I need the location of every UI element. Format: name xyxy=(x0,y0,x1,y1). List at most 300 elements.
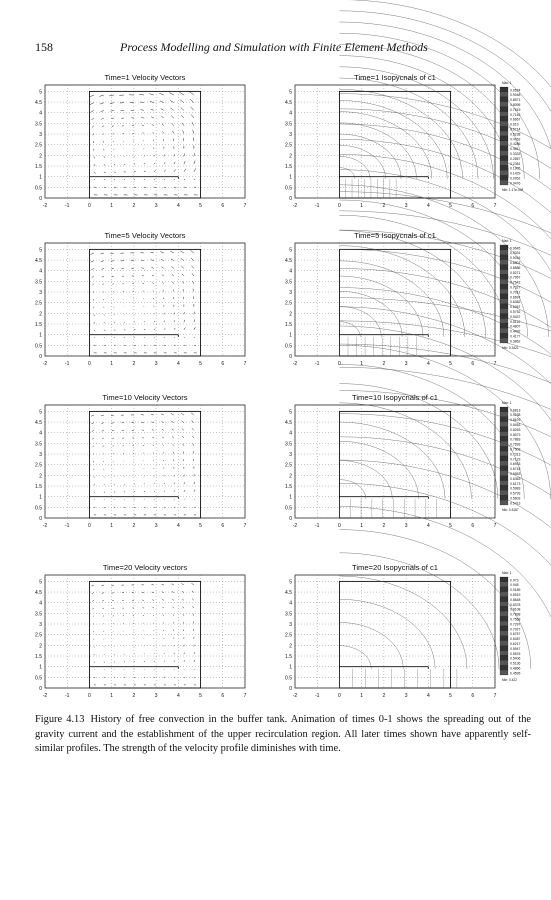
isopycnal-colorbar-segment xyxy=(500,441,508,446)
velocity-vector-arrow xyxy=(193,622,194,624)
velocity-vector-arrow xyxy=(154,163,155,164)
velocity-vector-arrow xyxy=(102,126,104,127)
isopycnal-colorbar-label: 0.7327 xyxy=(510,285,521,290)
isopycnal-colorbar-label: 0.7693 xyxy=(510,442,521,447)
velocity-vector-arrow xyxy=(114,172,116,173)
velocity-vector-arrow xyxy=(161,259,164,260)
velocity-plot-title: Time=1 Velocity Vectors xyxy=(104,73,186,82)
velocity-x-tick-label: 1 xyxy=(110,523,114,529)
velocity-vector-arrow xyxy=(184,320,185,322)
isopycnal-colorbar-segment xyxy=(500,304,508,309)
velocity-x-tick-label: 1 xyxy=(110,361,114,367)
velocity-vector-arrow xyxy=(183,130,184,133)
velocity-vector-arrow xyxy=(194,660,195,662)
velocity-vector-arrow xyxy=(183,452,184,454)
isopycnal-y-tick-label: 0.5 xyxy=(285,185,292,192)
isopycnal-y-tick-label: 0.5 xyxy=(285,343,292,350)
isopycnal-isopycnal-contour xyxy=(339,168,354,179)
velocity-vector-arrow xyxy=(191,421,193,423)
isopycnal-colorbar-segment xyxy=(500,427,508,432)
velocity-vector-arrow xyxy=(94,172,96,174)
isopycnal-colorbar-segment xyxy=(500,651,508,656)
isopycnal-colorbar-label: 0.8801 xyxy=(510,261,521,265)
velocity-vector-arrow xyxy=(154,321,155,322)
isopycnal-colorbar-label: 0.619 xyxy=(510,122,519,127)
isopycnal-colorbar-segment xyxy=(500,587,508,592)
isopycnal-x-tick-label: 6 xyxy=(471,523,475,529)
isopycnal-x-tick-label: -1 xyxy=(314,523,320,529)
isopycnal-colorbar-label: 0.7027 xyxy=(510,627,521,632)
velocity-vector-arrow xyxy=(191,258,194,261)
velocity-vector-arrow xyxy=(113,133,114,134)
isopycnal-x-tick-label: 0 xyxy=(338,361,341,367)
isopycnal-isopycnal-contour xyxy=(339,230,485,336)
velocity-vector-arrow xyxy=(181,421,183,423)
isopycnal-colorbar-segment xyxy=(500,314,508,319)
velocity-vector-arrow xyxy=(94,492,95,493)
isopycnal-y-tick-label: 3 xyxy=(289,452,292,459)
isopycnal-y-tick-label: 0.5 xyxy=(285,675,292,682)
isopycnal-colorbar-label: 0.7123 xyxy=(510,457,521,462)
isopycnal-isopycnal-contour xyxy=(339,599,435,669)
isopycnal-colorbar-segment xyxy=(500,446,508,451)
isopycnal-colorbar-segment xyxy=(500,451,508,456)
isopycnal-colorbar-label: 0.7568 xyxy=(510,617,521,622)
velocity-vector-arrow xyxy=(174,320,175,322)
velocity-vector-arrow xyxy=(93,141,94,143)
velocity-vector-arrow xyxy=(154,661,155,662)
velocity-vector-arrow xyxy=(161,422,163,423)
velocity-vector-arrow xyxy=(93,623,94,624)
isopycnal-colorbar-label: 0.7619 xyxy=(510,107,521,112)
velocity-vector-arrow xyxy=(163,445,164,446)
isopycnal-colorbar-label: 0.7012 xyxy=(510,290,521,295)
isopycnal-x-tick-label: 0 xyxy=(338,523,341,529)
velocity-y-tick-label: 3 xyxy=(39,622,42,629)
velocity-vector-arrow xyxy=(93,299,94,300)
isopycnal-colorbar-segment xyxy=(500,490,508,495)
velocity-vector-arrow xyxy=(114,164,115,165)
velocity-vector-arrow xyxy=(143,140,144,141)
isopycnal-colorbar-label: 0.4866 xyxy=(510,666,521,671)
isopycnal-y-tick-label: 4 xyxy=(289,268,292,275)
velocity-y-tick-label: 4.5 xyxy=(35,258,42,265)
isopycnal-x-tick-label: 2 xyxy=(382,693,386,699)
velocity-vector-arrow xyxy=(183,289,184,291)
velocity-vector-arrow xyxy=(140,252,144,253)
isopycnal-colorbar-max: Max: 1 xyxy=(502,401,512,405)
velocity-vector-arrow xyxy=(193,614,194,616)
isopycnal-y-tick-label: 2 xyxy=(289,153,292,160)
velocity-vector-arrow xyxy=(142,125,144,126)
velocity-x-tick-label: 0 xyxy=(88,693,91,699)
isopycnal-colorbar-label: 0.6743 xyxy=(510,467,521,472)
velocity-vector-arrow xyxy=(194,319,195,322)
velocity-vector-arrow xyxy=(162,437,164,438)
isopycnal-x-tick-label: 0 xyxy=(338,693,341,699)
isopycnal-y-tick-label: 5 xyxy=(289,579,292,586)
velocity-x-tick-label: -1 xyxy=(64,361,70,367)
velocity-vector-arrow xyxy=(191,107,194,110)
isopycnal-x-tick-label: 2 xyxy=(382,203,386,209)
isopycnal-colorbar-label: 0.3333 xyxy=(510,152,521,156)
velocity-vector-arrow xyxy=(93,616,94,617)
velocity-x-tick-label: 6 xyxy=(221,203,225,209)
velocity-vector-arrow xyxy=(184,169,186,172)
velocity-vector-arrow xyxy=(152,600,154,601)
velocity-vector-arrow xyxy=(184,161,185,164)
isopycnal-colorbar-label: 0.8263 xyxy=(510,427,521,432)
isopycnal-colorbar-label: 0.5238 xyxy=(510,132,521,137)
isopycnal-y-tick-label: 0 xyxy=(289,516,292,522)
velocity-vector-arrow xyxy=(103,608,104,609)
velocity-vector-arrow xyxy=(184,153,185,156)
velocity-vector-arrow xyxy=(153,453,154,454)
velocity-vector-arrow xyxy=(190,250,194,253)
velocity-x-tick-label: -2 xyxy=(42,693,48,699)
isopycnal-y-tick-label: 3 xyxy=(289,132,292,139)
velocity-vector-arrow xyxy=(151,109,154,110)
velocity-vector-arrow xyxy=(151,414,154,415)
velocity-vector-arrow xyxy=(161,109,164,111)
isopycnal-isopycnal-contour xyxy=(339,145,385,179)
isopycnal-colorbar-label: 0.0476 xyxy=(510,181,521,186)
figure-caption-text: History of free convection in the buffer tank. Animation of times 0-1 shows the spreading out of the gravity current and the establishment of the upper recirculation region. All later times shown have apparently self-similar profiles. The strength of the velocity profile diminishes with time. xyxy=(35,714,531,754)
velocity-vector-arrow xyxy=(92,600,94,601)
isopycnal-colorbar-segment xyxy=(500,112,508,117)
velocity-vector-arrow xyxy=(193,138,194,141)
velocity-vector-arrow xyxy=(163,452,164,453)
isopycnal-x-tick-label: 3 xyxy=(404,693,408,699)
isopycnal-colorbar-segment xyxy=(500,611,508,616)
velocity-y-tick-label: 4.5 xyxy=(35,420,42,427)
velocity-vector-arrow xyxy=(92,593,94,594)
velocity-y-tick-label: 5 xyxy=(39,579,42,586)
velocity-y-tick-label: 3.5 xyxy=(35,441,42,448)
velocity-vector-arrow xyxy=(93,453,94,454)
isopycnal-colorbar-label: 0.6363 xyxy=(510,476,521,481)
velocity-vector-arrow xyxy=(91,261,94,262)
velocity-vector-arrow xyxy=(149,94,154,95)
velocity-vector-arrow xyxy=(154,483,155,484)
isopycnal-colorbar-label: 0.6553 xyxy=(510,472,521,476)
velocity-x-tick-label: 1 xyxy=(110,693,114,699)
isopycnal-isopycnal-contour xyxy=(339,89,462,179)
velocity-vector-arrow xyxy=(193,130,194,133)
velocity-x-tick-label: 4 xyxy=(176,523,180,529)
isopycnal-colorbar-segment xyxy=(500,422,508,427)
velocity-vector-arrow xyxy=(141,268,144,269)
velocity-vector-arrow xyxy=(161,584,163,585)
velocity-vector-arrow xyxy=(153,623,154,624)
isopycnal-isopycnal-contour xyxy=(339,441,418,499)
velocity-y-tick-label: 4.5 xyxy=(35,100,42,107)
isopycnal-colorbar-label: 0.8586 xyxy=(510,265,521,270)
velocity-vector-arrow xyxy=(163,290,164,291)
velocity-vector-arrow xyxy=(181,258,184,260)
running-head: Process Modelling and Simulation with Finite Element Methods xyxy=(120,40,428,54)
velocity-vector-arrow xyxy=(181,266,184,268)
velocity-vector-arrow xyxy=(114,330,115,331)
isopycnal-colorbar-label: 0.7883 xyxy=(510,437,521,442)
velocity-vector-arrow xyxy=(102,600,104,601)
velocity-vector-arrow xyxy=(180,251,184,253)
velocity-vector-arrow xyxy=(171,116,174,118)
isopycnal-colorbar-segment xyxy=(500,660,508,665)
velocity-vector-arrow xyxy=(92,438,94,439)
isopycnal-colorbar-segment xyxy=(500,461,508,466)
velocity-vector-arrow xyxy=(144,163,145,164)
isopycnal-x-tick-label: -1 xyxy=(314,693,320,699)
velocity-vector-arrow xyxy=(101,118,104,119)
velocity-vector-arrow xyxy=(103,623,104,624)
velocity-y-tick-label: 2 xyxy=(39,643,42,650)
velocity-vector-arrow xyxy=(194,490,195,492)
isopycnal-colorbar-max: Max: 1 xyxy=(502,571,512,575)
velocity-vector-arrow xyxy=(94,156,95,158)
velocity-plot-title: Time=5 Velocity Vectors xyxy=(104,231,186,240)
velocity-x-tick-label: 5 xyxy=(199,361,202,367)
velocity-x-tick-label: 3 xyxy=(154,693,158,699)
velocity-vector-arrow xyxy=(164,491,165,492)
velocity-y-tick-label: 2 xyxy=(39,311,42,318)
isopycnal-isopycnal-contour xyxy=(339,156,370,178)
isopycnal-colorbar-segment xyxy=(500,131,508,136)
velocity-vector-arrow xyxy=(193,296,194,299)
velocity-vector-arrow xyxy=(184,660,185,662)
velocity-vector-arrow xyxy=(164,661,165,662)
velocity-vector-arrow xyxy=(102,430,104,431)
isopycnal-colorbar-segment xyxy=(500,250,508,255)
velocity-vector-arrow xyxy=(193,451,194,453)
velocity-vector-arrow xyxy=(141,110,144,111)
isopycnal-isopycnal-contour xyxy=(339,403,471,499)
velocity-x-tick-label: -2 xyxy=(42,203,48,209)
velocity-vector-arrow xyxy=(141,260,144,261)
isopycnal-colorbar-label: 0.6667 xyxy=(510,117,521,122)
isopycnal-y-tick-label: 4 xyxy=(289,600,292,607)
isopycnal-colorbar-label: 0.4177 xyxy=(510,334,521,339)
isopycnal-colorbar-label: 0.8919 xyxy=(510,593,521,597)
velocity-y-tick-label: 3.5 xyxy=(35,611,42,618)
isopycnal-colorbar-label: 0.9189 xyxy=(510,588,521,593)
isopycnal-colorbar-segment xyxy=(500,102,508,107)
velocity-vector-arrow xyxy=(192,122,194,125)
isopycnal-colorbar-label: 0.4762 xyxy=(510,137,521,142)
velocity-vector-arrow xyxy=(191,266,194,269)
velocity-vector-arrow xyxy=(194,482,195,484)
isopycnal-colorbar-segment xyxy=(500,87,508,92)
isopycnal-colorbar-label: 0.5983 xyxy=(510,486,521,491)
isopycnal-colorbar-label: 0.7838 xyxy=(510,612,521,617)
velocity-vector-arrow xyxy=(112,276,114,277)
isopycnal-colorbar-segment xyxy=(500,92,508,97)
isopycnal-colorbar-segment xyxy=(500,260,508,265)
isopycnal-colorbar-label: 0.9048 xyxy=(510,93,521,98)
velocity-vector-arrow xyxy=(102,284,104,285)
isopycnal-isopycnal-contour xyxy=(339,67,493,179)
isopycnal-y-tick-label: 4.5 xyxy=(285,420,292,427)
velocity-vector-arrow xyxy=(154,329,155,330)
velocity-y-tick-label: 3 xyxy=(39,132,42,139)
velocity-y-tick-label: 1.5 xyxy=(35,322,42,329)
isopycnal-colorbar-label: 0.6487 xyxy=(510,637,521,642)
velocity-x-tick-label: 6 xyxy=(221,523,225,529)
velocity-vector-arrow xyxy=(182,274,184,276)
velocity-y-tick-label: 1 xyxy=(39,494,42,501)
velocity-vector-arrow xyxy=(164,321,165,322)
velocity-vector-arrow xyxy=(101,261,104,262)
velocity-y-tick-label: 0 xyxy=(39,516,42,522)
isopycnal-colorbar-segment xyxy=(500,270,508,275)
velocity-vector-arrow xyxy=(94,164,95,166)
isopycnal-colorbar-label: 0.5437 xyxy=(510,314,521,319)
isopycnal-y-tick-label: 3 xyxy=(289,622,292,629)
isopycnal-colorbar-segment xyxy=(500,151,508,156)
velocity-vector-arrow xyxy=(159,93,164,95)
velocity-vector-arrow xyxy=(154,491,155,492)
isopycnal-x-tick-label: 6 xyxy=(471,361,475,367)
velocity-y-tick-label: 3.5 xyxy=(35,121,42,128)
isopycnal-y-tick-label: 5 xyxy=(289,409,292,416)
velocity-vector-arrow xyxy=(184,328,185,330)
velocity-x-tick-label: 0 xyxy=(88,523,91,529)
velocity-x-tick-label: 7 xyxy=(243,361,247,367)
isopycnal-colorbar-label: 0.0952 xyxy=(510,176,521,181)
isopycnal-isopycnal-contour xyxy=(339,78,478,179)
velocity-vector-arrow xyxy=(92,126,94,128)
isopycnal-colorbar-label: 0.8571 xyxy=(510,98,521,103)
velocity-x-tick-label: 7 xyxy=(243,693,247,699)
velocity-vector-arrow xyxy=(90,103,94,105)
isopycnal-y-tick-label: 3.5 xyxy=(285,121,292,128)
isopycnal-colorbar-segment xyxy=(500,319,508,324)
velocity-x-tick-label: 6 xyxy=(221,693,225,699)
isopycnal-colorbar-segment xyxy=(500,170,508,175)
velocity-x-tick-label: 6 xyxy=(221,361,225,367)
isopycnal-colorbar-segment xyxy=(500,476,508,481)
velocity-vector-arrow xyxy=(164,155,165,157)
velocity-vector-arrow xyxy=(144,322,145,323)
isopycnal-colorbar-max: Max: 1 xyxy=(502,81,512,85)
velocity-vector-arrow xyxy=(142,275,144,276)
velocity-vector-arrow xyxy=(181,107,184,110)
isopycnal-colorbar-segment xyxy=(500,456,508,461)
figure-row-4 xyxy=(35,298,551,699)
isopycnal-colorbar-label: 0.9238 xyxy=(510,413,521,418)
isopycnal-colorbar-min: Min: 0.5187 xyxy=(502,508,519,512)
velocity-plot xyxy=(35,575,247,699)
velocity-x-tick-label: 2 xyxy=(132,203,136,209)
isopycnal-isopycnal-contour xyxy=(339,261,444,337)
velocity-y-tick-label: 4 xyxy=(39,268,42,275)
isopycnal-colorbar-label: 0.8378 xyxy=(510,602,521,607)
isopycnal-isopycnal-contour xyxy=(339,646,371,669)
velocity-vector-arrow xyxy=(182,599,184,601)
velocity-vector-arrow xyxy=(183,614,184,616)
velocity-vector-arrow xyxy=(103,616,104,617)
isopycnal-colorbar-segment xyxy=(500,592,508,597)
velocity-x-tick-label: 0 xyxy=(88,361,91,367)
velocity-vector-arrow xyxy=(101,268,104,269)
velocity-vector-arrow xyxy=(112,430,114,431)
velocity-x-tick-label: 4 xyxy=(176,203,180,209)
isopycnal-colorbar-segment xyxy=(500,616,508,621)
velocity-vector-arrow xyxy=(112,438,114,439)
isopycnal-x-tick-label: 0 xyxy=(338,203,341,209)
velocity-vector-arrow xyxy=(153,607,154,608)
velocity-vector-arrow xyxy=(104,484,105,485)
isopycnal-colorbar-segment xyxy=(500,97,508,102)
figure-label: Figure 4.13 xyxy=(35,714,85,725)
isopycnal-y-tick-label: 4.5 xyxy=(285,258,292,265)
isopycnal-colorbar-segment xyxy=(500,165,508,170)
isopycnal-colorbar-segment xyxy=(500,309,508,314)
isopycnal-y-tick-label: 1 xyxy=(289,664,292,671)
velocity-vector-arrow xyxy=(193,444,194,446)
velocity-vector-arrow xyxy=(192,591,194,593)
isopycnal-y-tick-label: 3.5 xyxy=(285,279,292,286)
velocity-vector-arrow xyxy=(192,273,194,276)
isopycnal-colorbar-segment xyxy=(500,641,508,646)
velocity-vector-arrow xyxy=(182,436,184,438)
isopycnal-x-tick-label: -2 xyxy=(292,693,298,699)
velocity-y-tick-label: 1.5 xyxy=(35,164,42,171)
velocity-vector-arrow xyxy=(92,276,94,277)
isopycnal-colorbar-segment xyxy=(500,436,508,441)
velocity-vector-arrow xyxy=(109,95,114,96)
velocity-vector-arrow xyxy=(153,290,154,291)
velocity-vector-arrow xyxy=(163,615,164,616)
velocity-vector-arrow xyxy=(112,126,114,127)
isopycnal-colorbar-label: 0.5714 xyxy=(510,127,521,132)
velocity-vector-arrow xyxy=(162,599,164,600)
velocity-vector-arrow xyxy=(164,483,165,484)
isopycnal-y-tick-label: 2 xyxy=(289,311,292,318)
isopycnal-y-tick-label: 1.5 xyxy=(285,322,292,329)
isopycnal-colorbar-label: 0.5122 xyxy=(510,319,521,324)
velocity-vector-arrow xyxy=(114,322,115,323)
velocity-vector-arrow xyxy=(173,139,174,141)
velocity-vector-arrow xyxy=(171,414,174,416)
velocity-vector-arrow xyxy=(160,252,164,253)
isopycnal-y-tick-label: 1 xyxy=(289,332,292,339)
velocity-plot-title: Time=20 Velocity vectors xyxy=(102,563,188,572)
velocity-vector-arrow xyxy=(92,284,94,285)
velocity-vector-arrow xyxy=(173,297,174,299)
isopycnal-colorbar-segment xyxy=(500,126,508,131)
velocity-vector-arrow xyxy=(152,437,154,438)
velocity-vector-arrow xyxy=(183,606,184,608)
isopycnal-colorbar-min: Min: 1.17e-008 xyxy=(502,188,524,192)
isopycnal-y-tick-label: 2.5 xyxy=(285,300,292,307)
velocity-vector-arrow xyxy=(104,156,105,157)
isopycnal-colorbar-segment xyxy=(500,655,508,660)
isopycnal-colorbar-label: 0.5752 xyxy=(510,310,521,314)
velocity-vector-arrow xyxy=(104,322,105,323)
isopycnal-x-tick-label: 5 xyxy=(449,203,452,209)
isopycnal-y-tick-label: 3.5 xyxy=(285,441,292,448)
velocity-vector-arrow xyxy=(154,653,155,654)
velocity-vector-arrow xyxy=(112,284,114,285)
isopycnal-colorbar-label: 0.8108 xyxy=(510,607,521,612)
isopycnal-colorbar-label: 0.8453 xyxy=(510,423,521,427)
isopycnal-colorbar-label: 0.7957 xyxy=(510,275,521,280)
isopycnal-colorbar-segment xyxy=(500,485,508,490)
velocity-vector-arrow xyxy=(174,483,175,485)
velocity-vector-arrow xyxy=(93,608,94,609)
velocity-vector-arrow xyxy=(113,299,114,300)
